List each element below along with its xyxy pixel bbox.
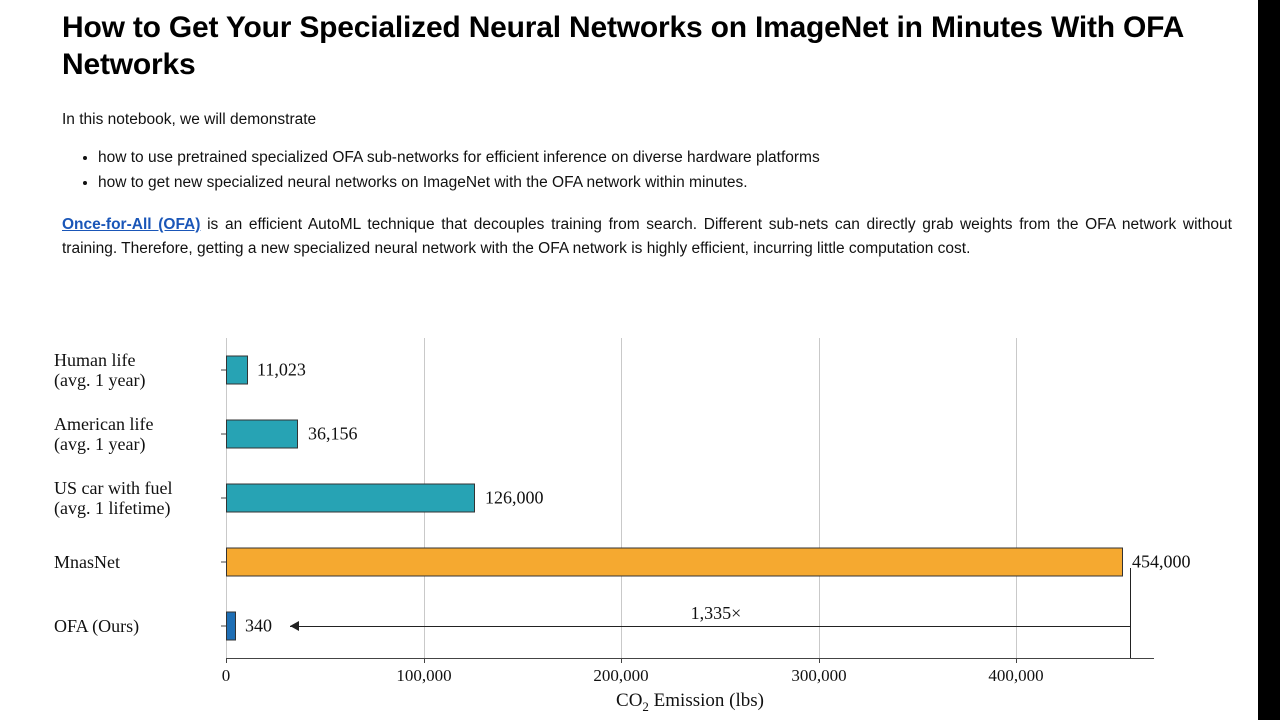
bar-row — [54, 338, 1154, 402]
x-tick-label: 300,000 — [791, 666, 847, 685]
x-tick-label: 0 — [221, 666, 231, 685]
description-paragraph-text: is an efficient AutoML technique that decouples training from search. Different sub-nets can directly grab weights from the OFA network without training. Therefore, getting a new specialized neural network with the OFA network is highly efficient, incurring little computation cost. — [62, 216, 1232, 258]
bar-category-label — [54, 552, 214, 572]
bar-category-label — [54, 414, 214, 454]
chart-plot-area — [54, 338, 1191, 714]
bar-category-label — [54, 350, 214, 390]
bar-category-label-line1: MnasNet — [54, 551, 120, 572]
bar-category-label — [54, 478, 214, 518]
bar-category-label-line2: (avg. 1 lifetime) — [54, 498, 171, 518]
description-paragraph — [62, 213, 1232, 261]
bar-category-label-line2: (avg. 1 year) — [54, 370, 146, 390]
bar-value-label: 340 — [245, 615, 272, 636]
speedup-arrow-head — [290, 621, 299, 631]
bar-category-label-line1: US car with fuel — [54, 477, 173, 498]
co2-emission-bar-chart — [54, 330, 1242, 714]
speedup-arrow-endcap — [1130, 568, 1131, 658]
bar — [226, 484, 475, 513]
list-item: • how to use pretrained specialized OFA sub-networks for efficient inference on diverse hardware platforms — [98, 145, 1242, 170]
x-tick — [226, 658, 227, 663]
bar — [226, 356, 248, 385]
once-for-all-link[interactable]: Once-for-All (OFA) — [62, 216, 201, 234]
bullet-list — [62, 145, 1242, 195]
bar — [226, 612, 236, 641]
x-tick — [1016, 658, 1017, 663]
x-tick — [424, 658, 425, 663]
speedup-arrow-line — [290, 626, 1130, 627]
bar-category-label-line1: Human life — [54, 349, 136, 370]
bar-value-label: 11,023 — [257, 359, 306, 380]
bar-row — [54, 530, 1191, 594]
bar-value-label: 454,000 — [1132, 551, 1191, 572]
x-axis-line — [226, 658, 1154, 659]
x-tick — [621, 658, 622, 663]
bar-row — [54, 466, 1154, 530]
bar-value-label: 36,156 — [308, 423, 358, 444]
bar-category-label-line2: (avg. 1 year) — [54, 434, 146, 454]
bar — [226, 420, 298, 449]
bar-value-label: 126,000 — [485, 487, 544, 508]
notebook-text-content — [62, 0, 1242, 261]
bar-row — [54, 402, 1154, 466]
x-tick — [819, 658, 820, 663]
bar-category-label — [54, 616, 214, 636]
list-item: • how to get new specialized neural networks on ImageNet with the OFA network within minutes. — [98, 170, 1242, 195]
x-tick-label: 200,000 — [593, 666, 649, 685]
x-tick-label: 400,000 — [988, 666, 1044, 685]
x-tick-label: 100,000 — [396, 666, 452, 685]
speedup-annotation-label: 1,335× — [690, 603, 742, 623]
x-axis-title: $CO_2$ Emission (lbs) — [616, 690, 764, 714]
bar — [226, 548, 1123, 577]
page-title: How to Get Your Specialized Neural Networks on ImageNet in Minutes With OFA Networks — [62, 11, 1184, 81]
intro-text: In this notebook, we will demonstrate — [62, 111, 317, 129]
bar-category-label-line1: OFA (Ours) — [54, 615, 140, 636]
bar-category-label-line1: American life — [54, 413, 154, 434]
